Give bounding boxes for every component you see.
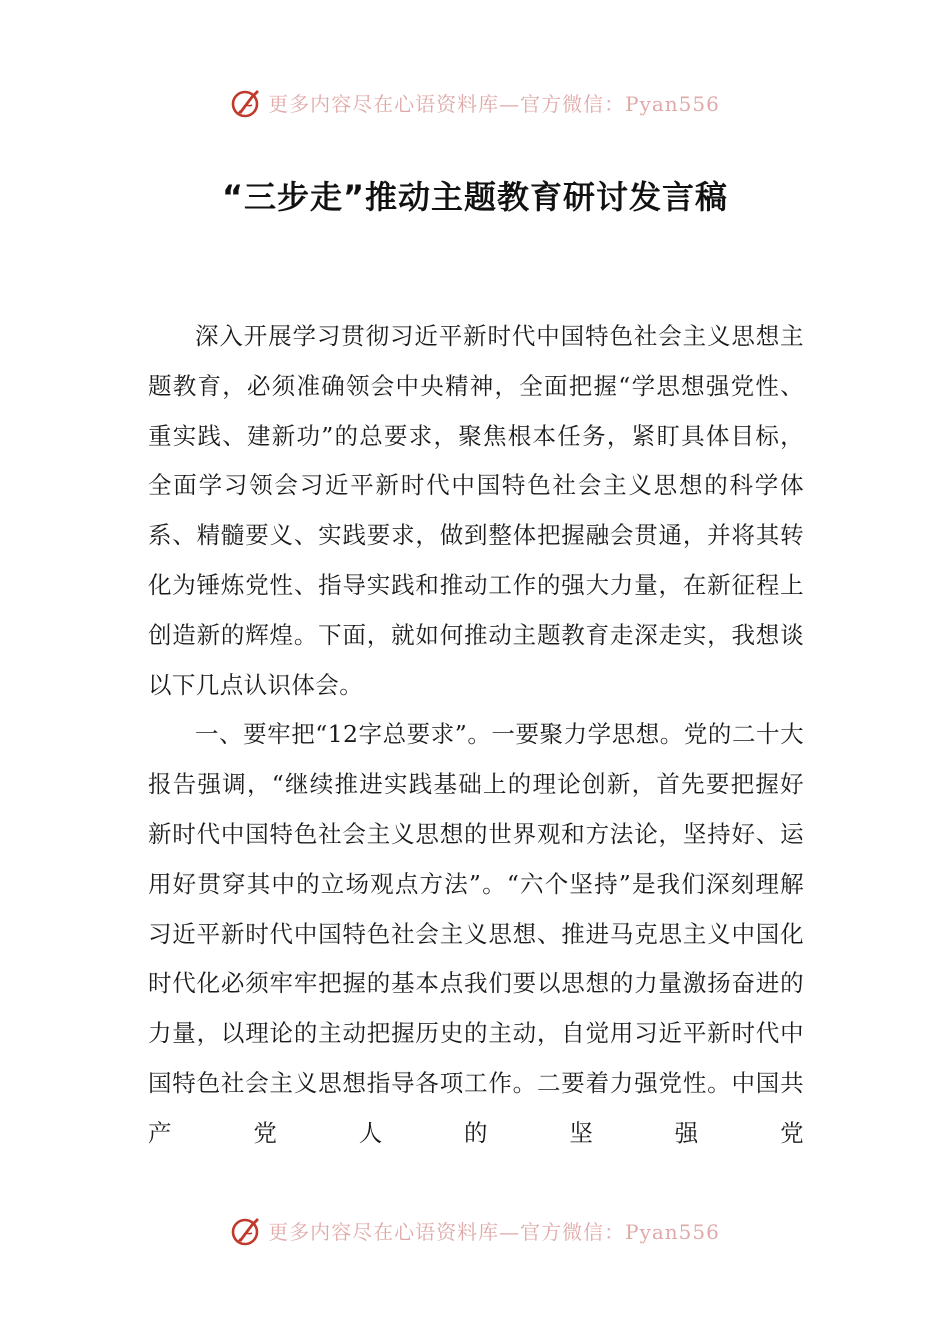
footer-banner-text: 更多内容尽在心语资料库—官方微信：Pyan556 bbox=[268, 1219, 720, 1244]
article-body bbox=[148, 312, 804, 1159]
paragraph-section-one: 一、要牢把“12字总要求”。一要聚力学思想。党的二十大报告强调，“继续推进实践基础上的理论创新，首先要把握好新时代中国特色社会主义思想的世界观和方法论，坚持好、运用好贯穿其中的立场观点方法”。“六个坚持”是我们深刻理解习近平新时代中国特色社会主义思想、推进马克思主义中国化时代化必须牢牢把握的基本点我们要以思想的力量激扬奋进的力量，以理论的主动把握历史的主动，自觉用习近平新时代中国特色社会主义思想指导各项工作。二要着力强党性。中国共产党人的坚强党 bbox=[148, 720, 804, 1147]
pen-nib-logo-icon bbox=[230, 1213, 264, 1247]
header-banner bbox=[0, 82, 950, 122]
footer-banner bbox=[0, 1210, 950, 1250]
page-title: “三步走”推动主题教育研讨发言稿 bbox=[221, 178, 729, 216]
paragraph-intro: 深入开展学习贯彻习近平新时代中国特色社会主义思想主题教育，必须准确领会中央精神，全面把握“学思想强党性、重实践、建新功”的总要求，聚焦根本任务，紧盯具体目标，全面学习领会习近平新时代中国特色社会主义思想的科学体系、精髓要义、实践要求，做到整体把握融会贯通，并将其转化为锤炼党性、指导实践和推动工作的强大力量，在新征程上创造新的辉煌。下面，就如何推动主题教育走深走实，我想谈以下几点认识体会。 bbox=[148, 322, 804, 699]
header-banner-text: 更多内容尽在心语资料库—官方微信：Pyan556 bbox=[268, 91, 720, 116]
pen-nib-logo-icon bbox=[230, 85, 264, 119]
